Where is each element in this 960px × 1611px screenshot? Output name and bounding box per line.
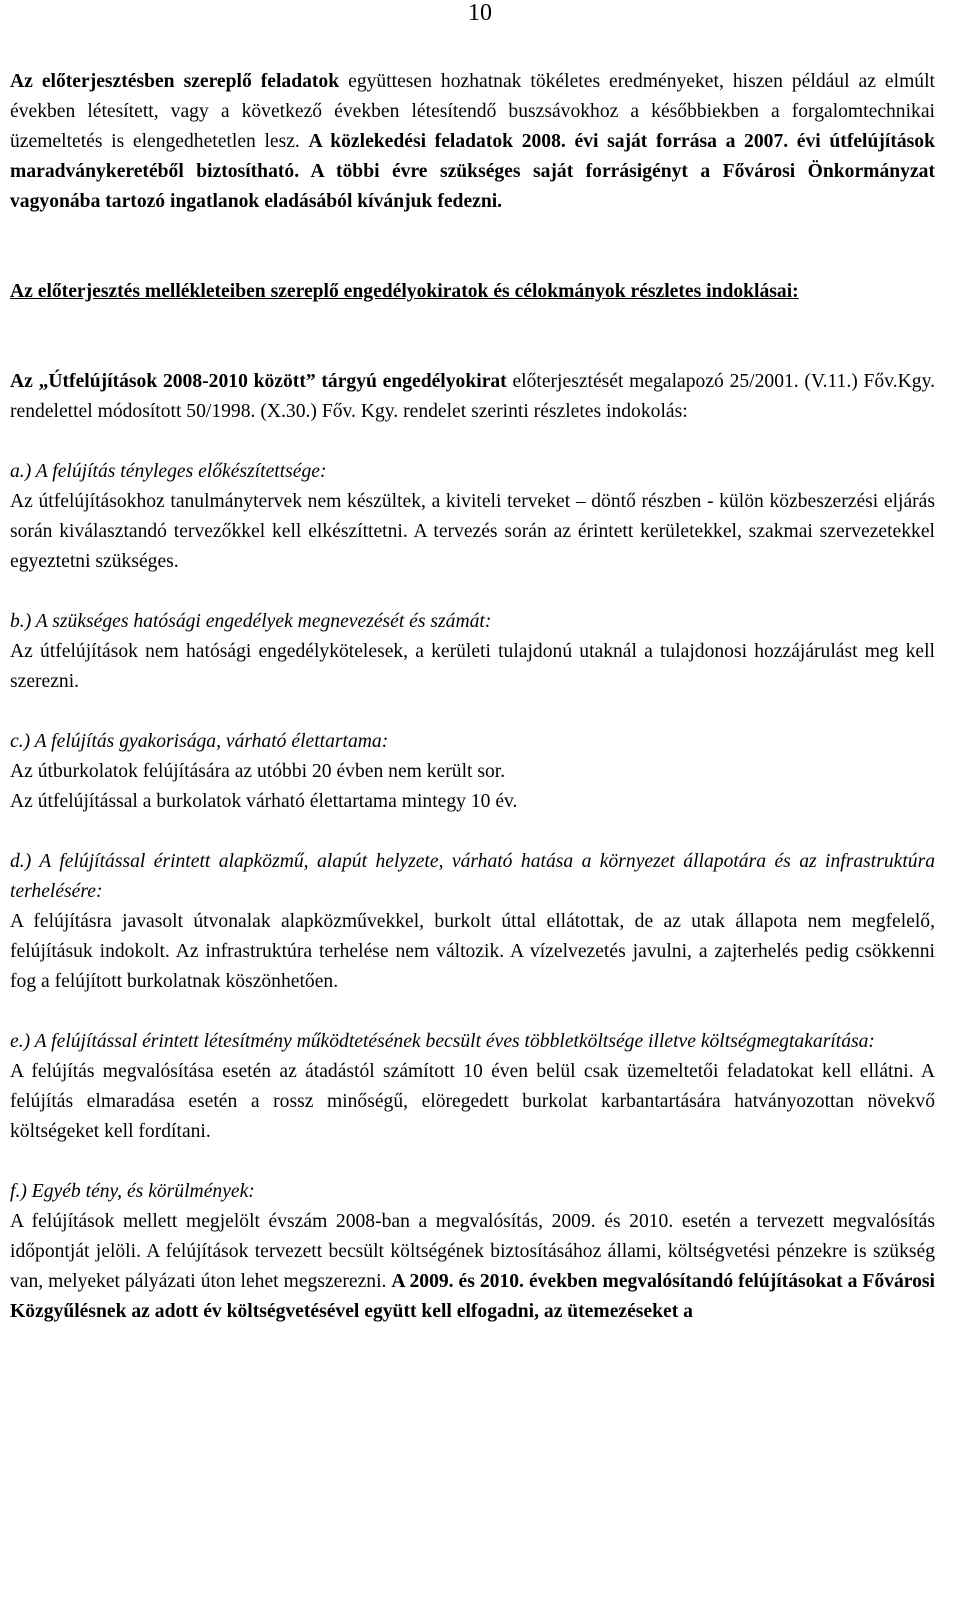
document-body — [10, 67, 935, 1327]
section-c-line-2: Az útfelújítással a burkolatok várható élettartama mintegy 10 év. — [10, 791, 518, 812]
section-f-body — [10, 1207, 935, 1327]
section-d-body: A felújításra javasolt útvonalak alapközművekkel, burkolt úttal ellátottak, de az utak állapota nem megfelelő, felújításuk indokolt. Az infrastruktúra terhelése nem változik. A vízelvezetés javulni, a zajterhelés pedig csökkenni fog a felújított burkolatnak köszönhetően. — [10, 911, 935, 992]
intro-bold-funding: A közlekedési feladatok 2008. évi saját forrása a 2007. évi útfelújítások maradványkeretéből biztosítható. A többi évre szükséges saját forrásigényt a Fővárosi Önkormányzat vagyonába tartozó ingatlanok eladásából kívánjuk fedezni. — [10, 131, 935, 212]
intro-text: együttesen hozhatnak tökéletes eredményeket, hiszen például az elmúlt években létesített, vagy a következő években létesítendő buszsávokhoz a későbbiekben a forgalomtechnikai üzemeltetés is elengedhetetlen lesz. — [10, 71, 935, 152]
section-f-bold: A 2009. és 2010. években megvalósítandó felújításokat a Fővárosi Közgyűlésnek az adott év költségvetésével együtt kell elfogadni, az ütemezéseket a — [10, 1271, 935, 1322]
section-a-body: Az útfelújításokhoz tanulmánytervek nem készültek, a kiviteli terveket – döntő részben - külön közbeszerzési eljárás során kiválasztandó tervezőkkel kell elkészíttetni. A tervezés során az érintett kerületekkel, szakmai szervezetekkel egyeztetni szükséges. — [10, 491, 935, 572]
section-f-text: A felújítások mellett megjelölt évszám 2008-ban a megvalósítás, 2009. és 2010. esetén a tervezett megvalósítás időpontját jelöli. A felújítások tervezett becsült költségének biztosításához állami, költségvetési pénzekre is szükség van, melyeket pályázati úton lehet megszerezni. — [10, 1211, 935, 1292]
section-b-heading: b.) A szükséges hatósági engedélyek megnevezését és számát: — [10, 611, 492, 632]
page-number: 10 — [468, 0, 492, 26]
document-title: Az „Útfelújítások 2008-2010 között” tárgyú engedélyokirat — [10, 371, 507, 392]
intro-paragraph — [10, 67, 935, 217]
section-e-heading: e.) A felújítással érintett létesítmény működtetésének becsült éves többletköltsége illetve költségmegtakarítása: — [10, 1031, 875, 1052]
document-intro-text: előterjesztését megalapozó 25/2001. (V.11.) Főv.Kgy. rendelettel módosított 50/1998. (X.30.) Főv. Kgy. rendelet szerinti részletes indokolás: — [10, 371, 935, 422]
section-c-line-1: Az útburkolatok felújítására az utóbbi 20 évben nem került sor. — [10, 761, 506, 782]
section-a-heading: a.) A felújítás tényleges előkészítettsége: — [10, 461, 327, 482]
section-c-heading: c.) A felújítás gyakorisága, várható élettartama: — [10, 731, 389, 752]
section-f-heading: f.) Egyéb tény, és körülmények: — [10, 1181, 255, 1202]
intro-bold-lead: Az előterjesztésben szereplő feladatok — [10, 71, 340, 92]
section-d-heading: d.) A felújítással érintett alapközmű, alapút helyzete, várható hatása a környezet állapotára és az infrastruktúra terhelésére: — [10, 851, 935, 902]
document-intro-paragraph — [10, 367, 935, 427]
section-e-body: A felújítás megvalósítása esetén az átadástól számított 10 éven belül csak üzemeltetői feladatokat kell ellátni. A felújítás elmaradása esetén a rossz minőségű, elöregedett burkolat karbantartására hatványozottan növekvő költségeket kell fordítani. — [10, 1061, 935, 1142]
section-b-body: Az útfelújítások nem hatósági engedélykötelesek, a kerületi tulajdonú utaknál a tulajdonosi hozzájárulást meg kell szerezni. — [10, 641, 935, 692]
section-heading: Az előterjesztés mellékleteiben szereplő engedélyokiratok és célokmányok részletes indoklásai: — [10, 281, 799, 302]
